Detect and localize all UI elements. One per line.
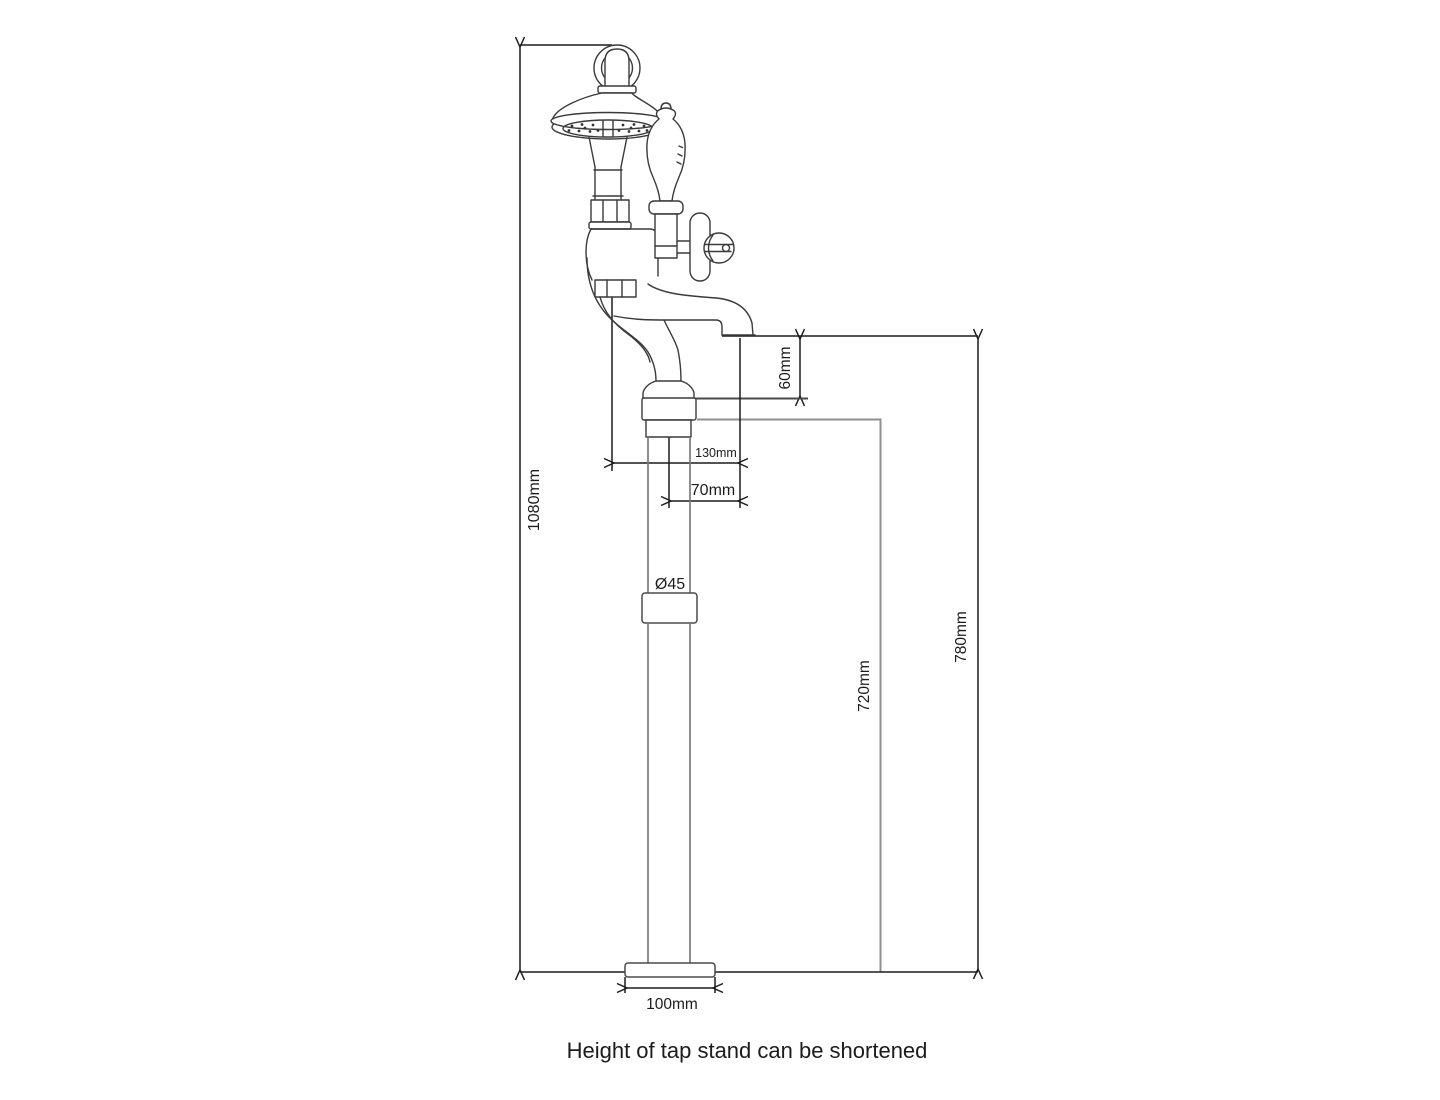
reach-outer-label: 130mm	[695, 446, 737, 460]
diagram-caption: Height of tap stand can be shortened	[566, 1038, 928, 1063]
spout-base-collar	[642, 381, 696, 437]
stand-height-bracket	[697, 420, 881, 973]
valve-body	[586, 229, 658, 381]
inlet-hex-nut	[595, 280, 636, 297]
tap-drawing	[551, 45, 755, 977]
shower-bracket	[594, 45, 640, 93]
lever-handle	[647, 103, 685, 258]
pipe-diameter-label: Ø45	[654, 576, 686, 593]
dimension-labels	[526, 346, 970, 1013]
stand-pipe-lower	[648, 623, 690, 963]
base-plate	[625, 963, 715, 977]
stand-pipe	[625, 437, 715, 977]
dimension-lines	[520, 45, 978, 993]
base-width-label: 100mm	[646, 996, 698, 1013]
reach-inner-label: 70mm	[690, 482, 736, 499]
overall-height-label: 1080mm	[526, 468, 543, 532]
shower-head	[551, 93, 665, 139]
handle-hex-nut	[591, 200, 629, 222]
stand-height-label: 720mm	[856, 660, 873, 712]
stand-pipe-coupler	[642, 593, 697, 623]
outlet-height-label: 780mm	[953, 611, 970, 663]
spout-drop-label: 60mm	[777, 346, 794, 390]
spout	[614, 284, 755, 381]
cross-handle	[677, 213, 734, 281]
shower-handle	[589, 137, 631, 229]
